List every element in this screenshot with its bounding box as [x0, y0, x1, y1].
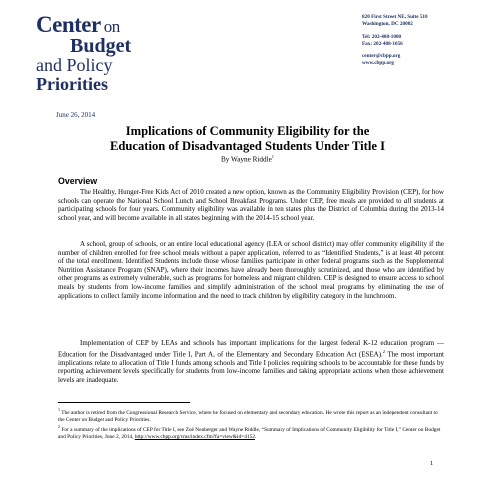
byline-footnote-ref[interactable]: 1: [271, 154, 275, 159]
byline-text: By Wayne Riddle: [220, 155, 272, 164]
contact-block: [362, 14, 488, 68]
paragraph-3-text-b: The most important implications relate to allocation of Title I funds among schools and Title I policies requiring schools to be accountable for these funds by reporting achievement levels specifically for students from low-income families and taking appropriate actions when those achievement levels are inadequate.: [58, 349, 444, 384]
footnote-2-number: 2: [58, 424, 60, 429]
footnote-2-link[interactable]: http://www.cbpp.org/cms/index.cfm?fa=view&id=4152: [134, 433, 255, 440]
paragraph-1-text-a: The Healthy, Hunger-Free Kids Act of 2010 created a new option, known as the Community Eligibility Provision (CEP), for how schools can operate the National School Lunch and School Breakfast Programs. Under CEP, free meals are provided to: [58, 188, 444, 205]
section-heading-overview: Overview: [58, 176, 98, 186]
contact-tel: Tel: 202-408-1080: [362, 33, 402, 40]
title-line-2: Education of Disadvantaged Students Under Title I: [109, 139, 386, 153]
document-date: June 26, 2014: [56, 111, 96, 119]
cbpp-logo: [36, 13, 196, 93]
logo-line-budget: Budget: [70, 35, 132, 57]
logo-line-priorities: Priorities: [36, 74, 108, 94]
footnote-1-text: The author is retired from the Congressional Research Service, where he focused on elementary and secondary education. He wrote this report as an independent consultant to the Center on Budget and Policy Priorities.: [58, 409, 438, 423]
footnote-1: [58, 406, 444, 424]
byline: [40, 154, 455, 163]
footnote-1-number: 1: [58, 407, 60, 412]
paragraph-3-text-a: Implementation of CEP by LEAs and schools has important implications for the largest federal K-12 education program — Education for the Disadvantaged under Title I, Part A, of the Elementary and Secondary Education Act (ESEA).: [58, 339, 444, 358]
contact-fax: Fax: 202-408-1056: [362, 40, 403, 47]
footnote-2-text: For a summary of the implications of CEP for Title I, see Zoë Neuberger and Wayne Riddle, “Summary of Implications of Community Eligibility for Title I,” Center on Budget and Policy Priorities, June 2, 2014,: [58, 426, 441, 440]
paragraph-1-emphasis: all: [403, 196, 412, 205]
page-number: 1: [430, 460, 434, 467]
contact-address-line1: 820 First Street NE, Suite 510: [362, 14, 428, 20]
paragraph-3-footnote-ref[interactable]: 2: [382, 348, 386, 354]
paragraph-1: [58, 188, 444, 222]
paragraph-3: [58, 339, 444, 384]
logo-line-center: Center: [36, 12, 101, 37]
logo-line-and-policy: and Policy: [36, 55, 113, 75]
footnote-2-end: .: [254, 433, 257, 440]
title-line-1: Implications of Community Eligibility for the: [125, 124, 370, 138]
footnote-divider: [58, 402, 190, 403]
paragraph-2: A school, group of schools, or an entire local educational agency (LEA or school district) may offer community eligibility if the number of children enrolled for free school meals without a paper application, referred to as “Identified Students,” is at least 40 percent of the total enrollment. Identified Students include those whose families participate in other federal programs such as the Supplemental Nutrition Assistance Program (SNAP), where their incomes have already been thoroughly scrutinized, and those who are identified by other programs as extremely vulnerable, such as programs for homeless and migrant children. CEP is designed to ensure access to school meals by students from low-income families and simplify administration of the school meal programs by eliminating the use of applications to collect family income information and the need to track children by eligibility category in the lunchroom.: [58, 240, 444, 300]
document-title: [40, 124, 455, 154]
logo-line-on: on: [103, 17, 120, 36]
contact-address-line2: Washington, DC 20002: [362, 21, 413, 28]
footnote-2: [58, 423, 444, 441]
contact-email[interactable]: center@cbpp.org: [362, 53, 401, 60]
contact-website[interactable]: www.cbpp.org: [362, 60, 394, 67]
paragraph-1-text-b: students at participating schools for four years. Community eligibility was available in ten states plus the District of Columbia during the 2013-14 school year, and will become available in all states beginning with the 2014-15 school year.: [58, 196, 444, 222]
